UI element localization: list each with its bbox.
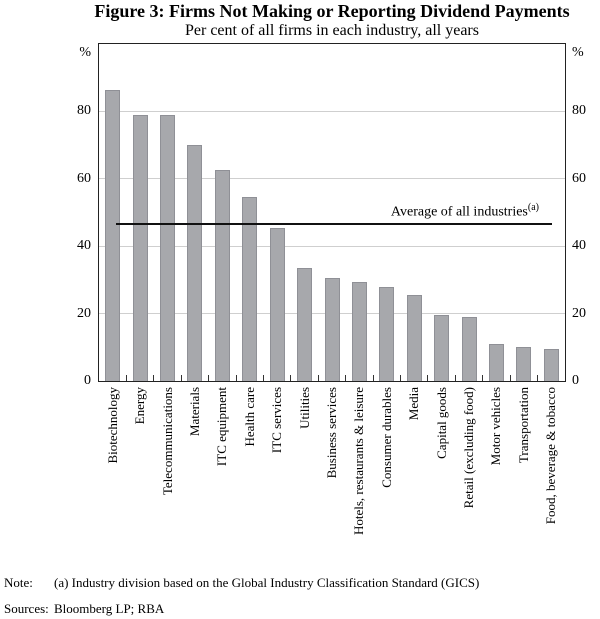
- x-axis-tick: [181, 375, 182, 381]
- bar: [407, 295, 422, 381]
- x-axis-tick: [290, 375, 291, 381]
- x-axis-label: Telecommunications: [159, 387, 175, 496]
- x-axis-label: Transportation: [515, 387, 531, 464]
- x-axis-tick: [455, 375, 456, 381]
- x-axis-tick: [482, 375, 483, 381]
- bar: [160, 115, 175, 381]
- y-axis-tick-label-left: 40: [77, 238, 91, 254]
- x-axis-label: Motor vehicles: [488, 387, 504, 466]
- bar: [187, 145, 202, 381]
- x-axis-label: Biotechnology: [104, 387, 120, 464]
- x-axis-tick: [236, 375, 237, 381]
- y-axis-tick-label-right: 40: [572, 238, 586, 254]
- bar: [270, 228, 285, 381]
- x-axis-label: Business services: [324, 387, 339, 479]
- y-axis-tick-label-left: 20: [77, 305, 91, 321]
- x-axis-tick: [345, 375, 346, 381]
- y-axis-tick-label-left: 0: [84, 373, 91, 388]
- x-axis-label: Food, beverage & tobacco: [543, 387, 559, 525]
- bar: [352, 282, 367, 381]
- x-axis-label: Hotels, restaurants & leisure: [351, 387, 367, 536]
- bar: [516, 347, 531, 381]
- y-axis-tick-label-right: 0: [572, 373, 579, 388]
- x-axis-label: Energy: [132, 387, 148, 425]
- bar: [462, 317, 477, 381]
- average-line-label: Average of all industries$^{(a)}$: [390, 201, 539, 220]
- x-axis-tick: [427, 375, 428, 381]
- x-axis-label: ITC equipment: [214, 387, 230, 467]
- x-axis-tick: [126, 375, 127, 381]
- bar: [133, 115, 148, 381]
- x-axis-tick: [510, 375, 511, 381]
- note-text: (a) Industry division based on the Global Industry Classification Standard (GICS): [54, 575, 480, 590]
- plot-area: [98, 43, 566, 382]
- x-axis-label: Capital goods: [433, 387, 449, 459]
- note-label: Note:: [4, 575, 33, 590]
- bar: [325, 278, 340, 381]
- x-axis-tick: [263, 375, 264, 381]
- x-axis-tick: [537, 375, 538, 381]
- y-axis-tick-label-left: 80: [77, 103, 91, 119]
- x-axis-tick: [373, 375, 374, 381]
- y-axis-tick-label-right: 80: [572, 103, 586, 119]
- gridline: [99, 111, 565, 112]
- x-axis-label: Health care: [241, 387, 257, 447]
- average-line-footnote-marker: (a): [527, 201, 539, 213]
- figure-subtitle: Per cent of all firms in each industry, all years: [185, 22, 479, 39]
- figure-title: Figure 3: Firms Not Making or Reporting Dividend Payments: [94, 1, 570, 21]
- y-axis-tick-label-left: 60: [77, 170, 91, 186]
- average-line: [116, 223, 552, 225]
- x-axis-label: Retail (excluding food): [461, 387, 477, 509]
- bar: [105, 90, 120, 382]
- x-axis-label: ITC services: [269, 387, 285, 454]
- x-axis-tick: [400, 375, 401, 381]
- x-axis-label: Media: [406, 387, 422, 421]
- y-axis-unit-left: %: [79, 45, 91, 60]
- x-axis-tick: [318, 375, 319, 381]
- bar: [215, 170, 230, 381]
- bar: [544, 349, 559, 381]
- x-axis-label: Consumer durables: [378, 387, 394, 488]
- y-axis-tick-label-right: 20: [572, 305, 586, 321]
- bar: [434, 315, 449, 381]
- x-axis-tick: [153, 375, 154, 381]
- bar: [379, 287, 394, 381]
- y-axis-tick-label-right: 60: [572, 170, 586, 186]
- sources-text: Bloomberg LP; RBA: [54, 601, 165, 616]
- x-axis-label: Utilities: [296, 387, 312, 429]
- sources-label: Sources:: [4, 601, 49, 616]
- bar: [297, 268, 312, 381]
- bar: [489, 344, 504, 381]
- x-axis-label: Materials: [186, 387, 202, 437]
- y-axis-unit-right: %: [572, 45, 584, 60]
- x-axis-tick: [208, 375, 209, 381]
